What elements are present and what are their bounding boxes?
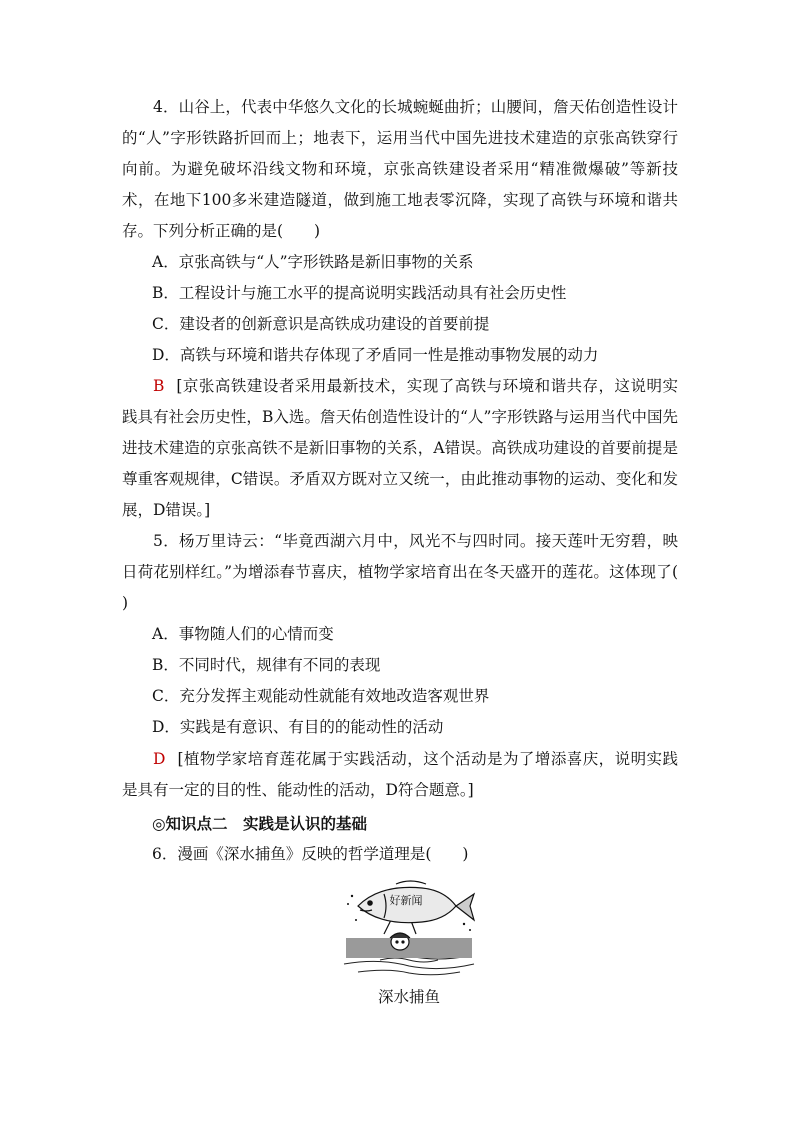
figure-caption: 深水捕鱼 (377, 988, 440, 1006)
section-heading (152, 808, 367, 840)
q4-answer-block (122, 371, 678, 526)
section-mark: ◎ (152, 815, 166, 833)
q5-option-a: A．事物随人们的心情而变 (152, 625, 334, 643)
section-title: 知识点二 实践是认识的基础 (165, 814, 368, 833)
q4-option-d: D．高铁与环境和谐共存体现了矛盾同一性是推动事物发展的动力 (152, 346, 599, 364)
q5-option-d: D．实践是有意识、有目的的能动性的活动 (152, 718, 444, 736)
cartoon-image (340, 876, 478, 980)
q5-answer-block (122, 744, 678, 806)
q5-explanation: [植物学家培育莲花属于实践活动，这个活动是为了增添喜庆，说明实践是具有一定的目的性、能动性的活动，D符合题意。] (122, 750, 678, 799)
q5-stem: 5．杨万里诗云：“毕竟西湖六月中，风光不与四时同。接天莲叶无穷碧，映日荷花别样红。”为增添春节喜庆，植物学家培育出在冬天盛开的莲花。这体现了( ) (122, 532, 710, 612)
q5-option-b: B．不同时代，规律有不同的表现 (152, 656, 381, 674)
q4-option-c: C．建设者的创新意识是高铁成功建设的首要前提 (152, 315, 490, 333)
q5-answer: D (153, 750, 166, 768)
q4-explanation: [京张高铁建设者采用最新技术，实现了高铁与环境和谐共存，这说明实践具有社会历史性，B入选。詹天佑创造性设计的“人”字形铁路与运用当代中国先进技术建造的京张高铁不是新旧事物的关系，A错误。高铁成功建设的首要前提是尊重客观规律，C错误。矛盾双方既对立又统一，由此推动事物的运动、变化和发展，D错误。] (122, 377, 678, 519)
q6-stem: 6．漫画《深水捕鱼》反映的哲学道理是( ) (152, 845, 469, 863)
q5-option-c: C．充分发挥主观能动性就能有效地改造客观世界 (152, 687, 490, 705)
fish-label: 好新闻 (389, 894, 423, 907)
q4-option-b: B．工程设计与施工水平的提高说明实践活动具有社会历史性 (152, 284, 567, 302)
q4-option-a: A．京张高铁与“人”字形铁路是新旧事物的关系 (152, 253, 474, 271)
q4-answer: B (153, 377, 165, 395)
q4-stem: 4．山谷上，代表中华悠久文化的长城蜿蜒曲折；山腰间，詹天佑创造性设计的“人”字形铁路折回而上；地表下，运用当代中国先进技术建造的京张高铁穿行向前。为避免破坏沿线文物和环境，京张高铁建设者采用“精准微爆破”等新技术，在地下100多米建造隧道，做到施工地表零沉降，实现了高铁与环境和谐共存。下列分析正确的是( ) (122, 98, 678, 240)
